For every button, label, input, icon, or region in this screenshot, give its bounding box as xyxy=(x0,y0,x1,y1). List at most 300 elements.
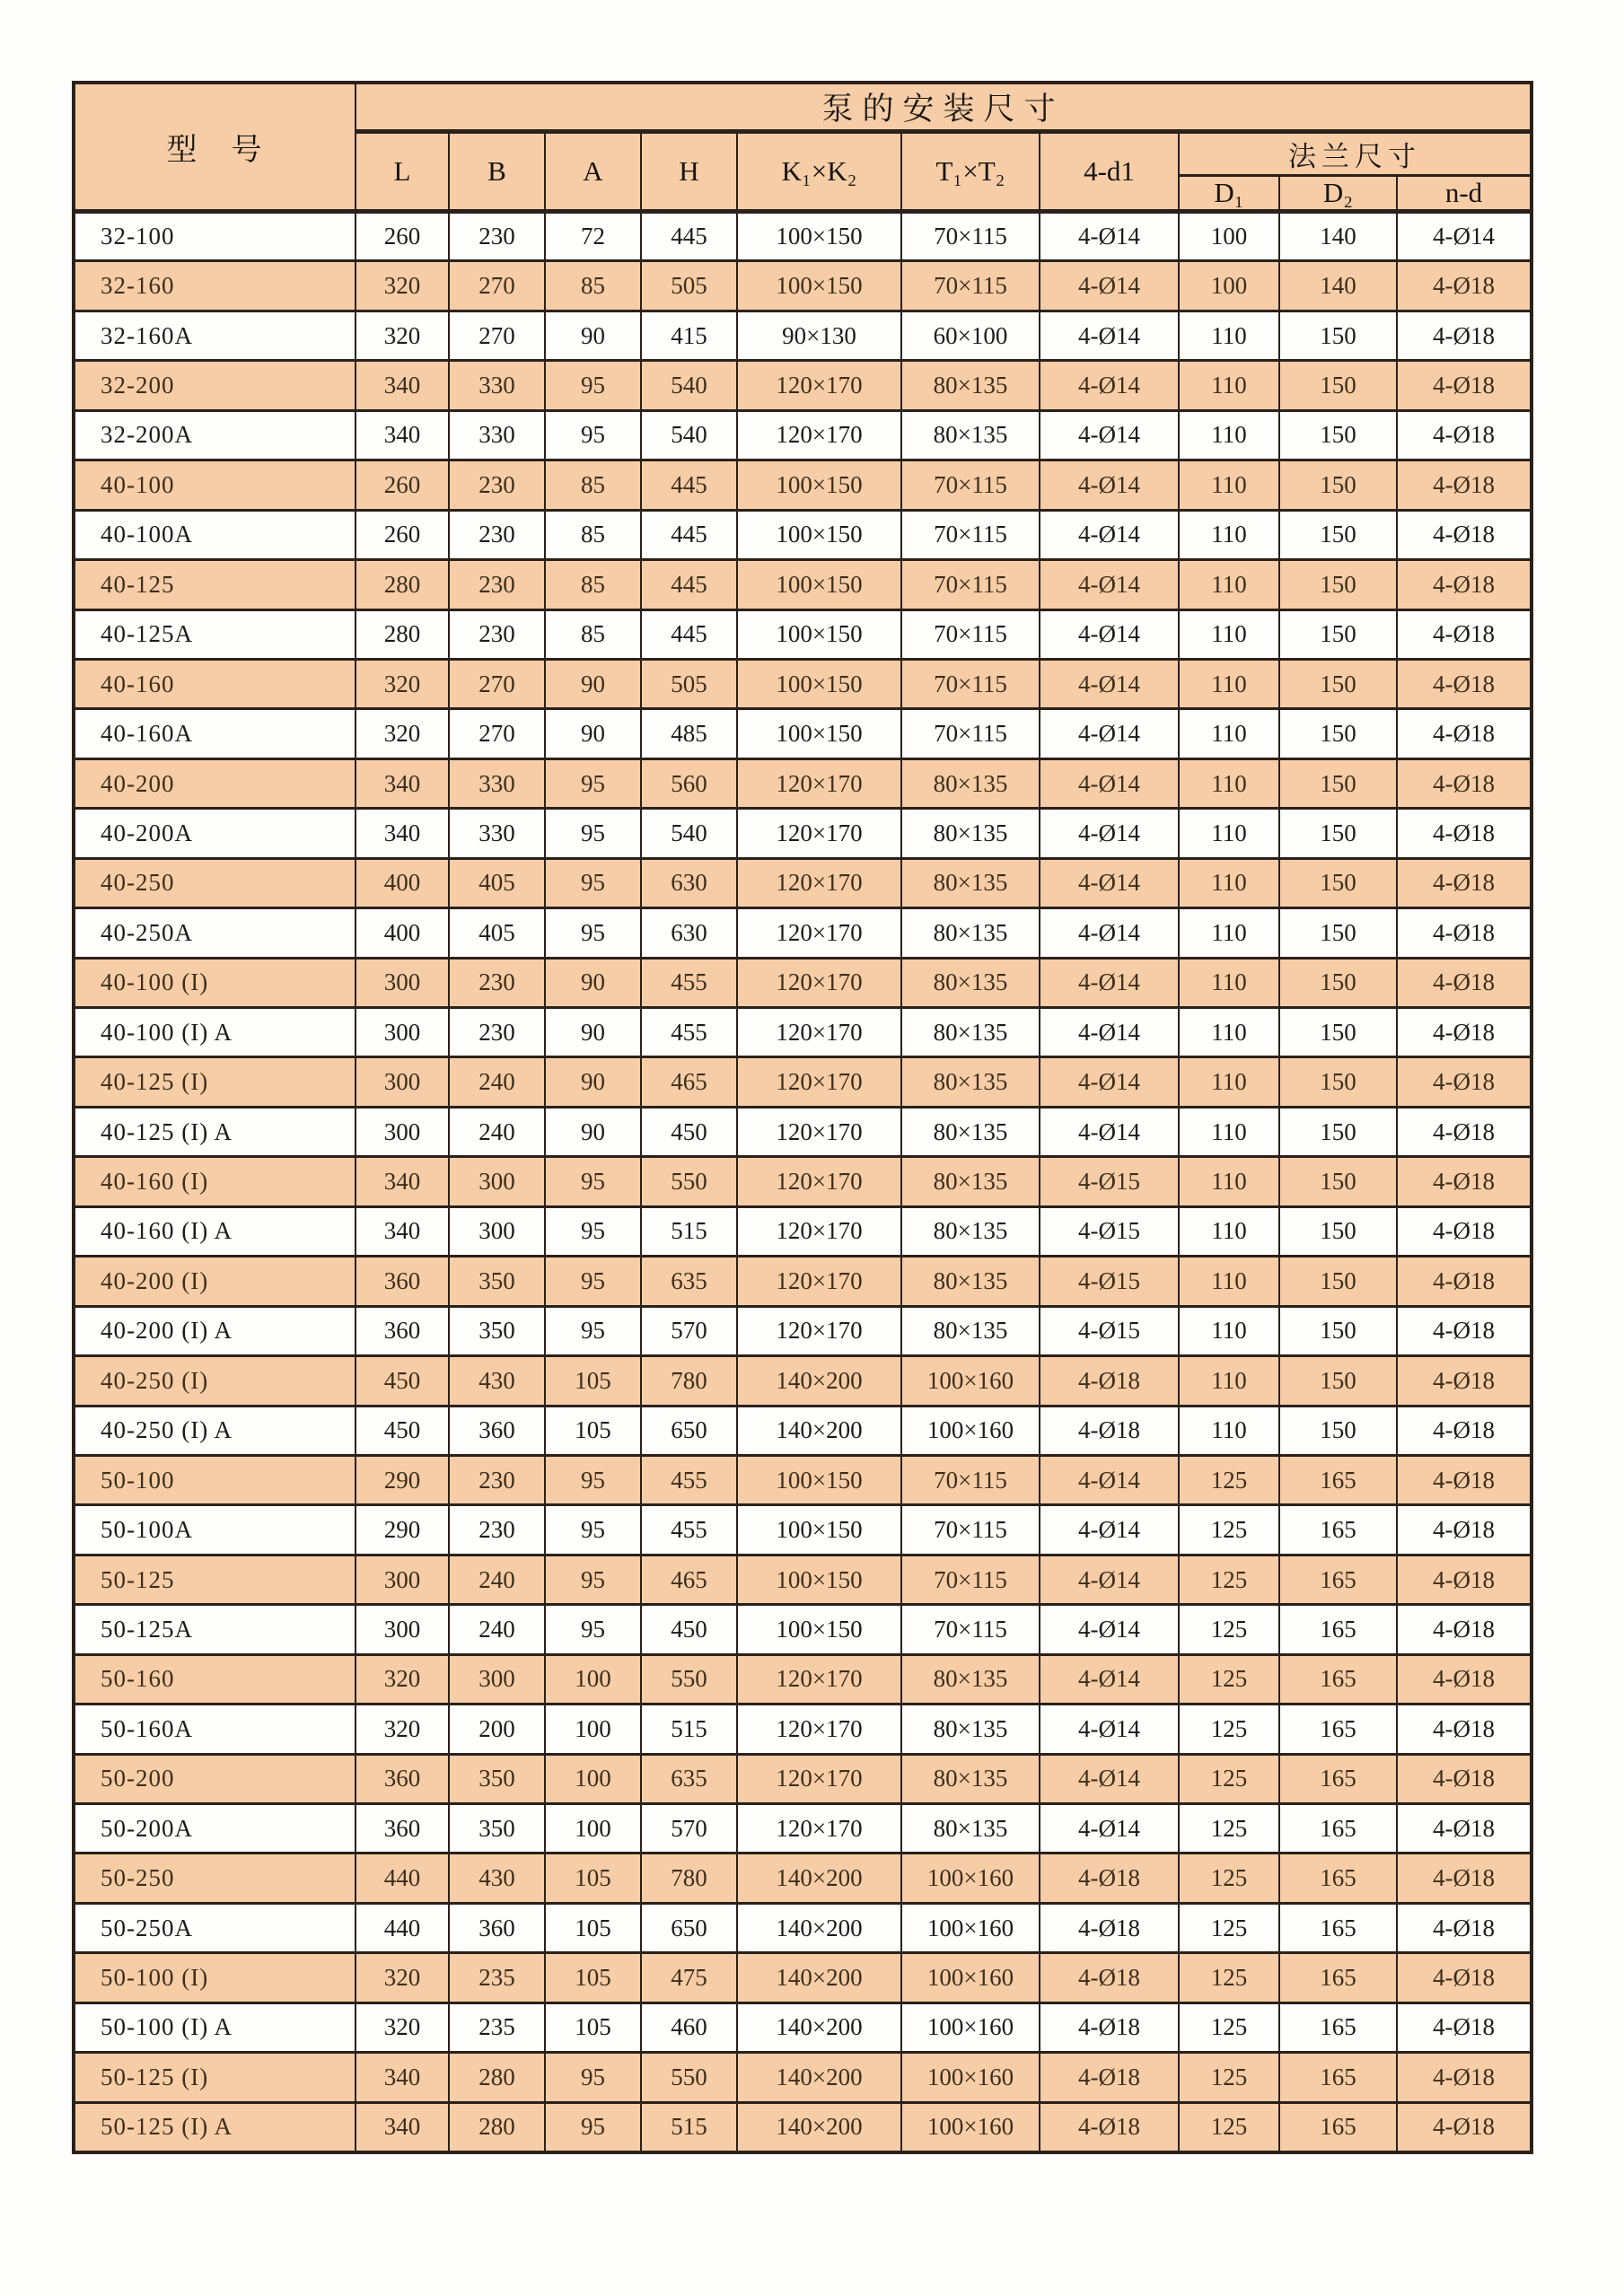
value-cell: 80×135 xyxy=(901,858,1040,907)
value-cell: 150 xyxy=(1279,510,1397,559)
value-cell: 100×160 xyxy=(901,1356,1040,1406)
value-cell: 70×115 xyxy=(901,659,1040,708)
value-cell: 90 xyxy=(545,1008,641,1057)
value-cell: 240 xyxy=(449,1555,545,1604)
value-cell: 100×150 xyxy=(737,560,901,609)
value-cell: 95 xyxy=(545,410,641,460)
value-cell: 4-Ø18 xyxy=(1397,2002,1532,2052)
header-flange-group: 法兰尺寸 xyxy=(1179,132,1532,176)
value-cell: 4-Ø18 xyxy=(1040,1356,1179,1406)
model-cell: 50-125 xyxy=(74,1555,356,1604)
model-cell: 40-100A xyxy=(74,510,356,559)
value-cell: 4-Ø14 xyxy=(1040,410,1179,460)
value-cell: 300 xyxy=(449,1157,545,1206)
value-cell: 450 xyxy=(356,1356,449,1406)
model-cell: 50-200A xyxy=(74,1804,356,1853)
value-cell: 455 xyxy=(641,1008,737,1057)
table-row xyxy=(74,361,1532,410)
value-cell: 4-Ø14 xyxy=(1040,958,1179,1007)
value-cell: 110 xyxy=(1179,709,1279,758)
model-cell: 40-125 (I) A xyxy=(74,1107,356,1156)
value-cell: 360 xyxy=(449,1903,545,1952)
value-cell: 515 xyxy=(641,2102,737,2152)
value-cell: 4-Ø14 xyxy=(1040,1555,1179,1604)
table-row xyxy=(74,1157,1532,1206)
value-cell: 4-Ø18 xyxy=(1397,1505,1532,1555)
value-cell: 320 xyxy=(356,311,449,360)
value-cell: 320 xyxy=(356,709,449,758)
value-cell: 95 xyxy=(545,2053,641,2102)
value-cell: 4-Ø18 xyxy=(1040,2102,1179,2152)
table-row xyxy=(74,2102,1532,2152)
value-cell: 110 xyxy=(1179,560,1279,609)
value-cell: 650 xyxy=(641,1406,737,1455)
value-cell: 550 xyxy=(641,2053,737,2102)
value-cell: 460 xyxy=(641,2002,737,2052)
table-row xyxy=(74,1605,1532,1654)
value-cell: 450 xyxy=(641,1107,737,1156)
value-cell: 90 xyxy=(545,709,641,758)
value-cell: 80×135 xyxy=(901,1257,1040,1306)
value-cell: 100×150 xyxy=(737,609,901,659)
value-cell: 4-Ø15 xyxy=(1040,1206,1179,1256)
value-cell: 125 xyxy=(1179,1605,1279,1654)
value-cell: 400 xyxy=(356,858,449,907)
value-cell: 340 xyxy=(356,758,449,808)
value-cell: 100 xyxy=(545,1804,641,1853)
value-cell: 4-Ø14 xyxy=(1040,311,1179,360)
value-cell: 4-Ø18 xyxy=(1040,1953,1179,2002)
table-row xyxy=(74,1057,1532,1107)
value-cell: 150 xyxy=(1279,1008,1397,1057)
table-row xyxy=(74,410,1532,460)
table-row xyxy=(74,908,1532,958)
value-cell: 455 xyxy=(641,1505,737,1555)
value-cell: 125 xyxy=(1179,1704,1279,1754)
model-cell: 40-125 xyxy=(74,560,356,609)
value-cell: 110 xyxy=(1179,1107,1279,1156)
value-cell: 230 xyxy=(449,560,545,609)
table-row xyxy=(74,460,1532,510)
value-cell: 70×115 xyxy=(901,1455,1040,1504)
model-cell: 50-125A xyxy=(74,1605,356,1654)
value-cell: 165 xyxy=(1279,1455,1397,1504)
value-cell: 440 xyxy=(356,1853,449,1903)
model-cell: 40-250 (I) A xyxy=(74,1406,356,1455)
value-cell: 4-Ø18 xyxy=(1397,908,1532,958)
value-cell: 4-Ø14 xyxy=(1040,510,1179,559)
model-cell: 32-160A xyxy=(74,311,356,360)
value-cell: 4-Ø18 xyxy=(1397,1853,1532,1903)
header-col-D1: D₁ xyxy=(1179,176,1279,212)
table-row xyxy=(74,212,1532,261)
value-cell: 4-Ø18 xyxy=(1397,1257,1532,1306)
model-cell: 40-160 (I) xyxy=(74,1157,356,1206)
value-cell: 550 xyxy=(641,1654,737,1704)
value-cell: 4-Ø14 xyxy=(1040,858,1179,907)
value-cell: 4-Ø14 xyxy=(1040,460,1179,510)
value-cell: 110 xyxy=(1179,1306,1279,1355)
value-cell: 165 xyxy=(1279,1555,1397,1604)
value-cell: 110 xyxy=(1179,1057,1279,1107)
value-cell: 340 xyxy=(356,2053,449,2102)
value-cell: 85 xyxy=(545,460,641,510)
value-cell: 140×200 xyxy=(737,1406,901,1455)
value-cell: 90 xyxy=(545,659,641,708)
value-cell: 340 xyxy=(356,361,449,410)
value-cell: 165 xyxy=(1279,1605,1397,1654)
value-cell: 340 xyxy=(356,2102,449,2152)
value-cell: 70×115 xyxy=(901,1605,1040,1654)
value-cell: 300 xyxy=(356,1107,449,1156)
value-cell: 235 xyxy=(449,1953,545,2002)
value-cell: 4-Ø14 xyxy=(1397,212,1532,261)
value-cell: 4-Ø18 xyxy=(1040,2053,1179,2102)
value-cell: 4-Ø18 xyxy=(1397,1953,1532,2002)
value-cell: 80×135 xyxy=(901,1306,1040,1355)
value-cell: 100×160 xyxy=(901,2102,1040,2152)
value-cell: 4-Ø14 xyxy=(1040,659,1179,708)
value-cell: 4-Ø18 xyxy=(1397,1057,1532,1107)
value-cell: 125 xyxy=(1179,1804,1279,1853)
value-cell: 4-Ø18 xyxy=(1397,460,1532,510)
value-cell: 150 xyxy=(1279,560,1397,609)
value-cell: 540 xyxy=(641,410,737,460)
value-cell: 445 xyxy=(641,212,737,261)
model-cell: 40-200 (I) xyxy=(74,1257,356,1306)
value-cell: 290 xyxy=(356,1505,449,1555)
header-install-group: 泵的安装尺寸 xyxy=(356,83,1532,132)
table-row xyxy=(74,1306,1532,1355)
model-cell: 32-200 xyxy=(74,361,356,410)
value-cell: 80×135 xyxy=(901,1107,1040,1156)
value-cell: 80×135 xyxy=(901,1206,1040,1256)
model-cell: 50-100 (I) A xyxy=(74,2002,356,2052)
value-cell: 300 xyxy=(356,1555,449,1604)
value-cell: 150 xyxy=(1279,1057,1397,1107)
value-cell: 85 xyxy=(545,609,641,659)
value-cell: 150 xyxy=(1279,1107,1397,1156)
value-cell: 140×200 xyxy=(737,2002,901,2052)
value-cell: 95 xyxy=(545,1257,641,1306)
value-cell: 280 xyxy=(449,2102,545,2152)
value-cell: 4-Ø18 xyxy=(1397,1704,1532,1754)
table-row xyxy=(74,2053,1532,2102)
value-cell: 230 xyxy=(449,510,545,559)
value-cell: 85 xyxy=(545,261,641,311)
value-cell: 505 xyxy=(641,261,737,311)
model-cell: 50-250 xyxy=(74,1853,356,1903)
value-cell: 150 xyxy=(1279,908,1397,958)
value-cell: 120×170 xyxy=(737,361,901,410)
value-cell: 100×160 xyxy=(901,1853,1040,1903)
model-cell: 40-250 xyxy=(74,858,356,907)
value-cell: 4-Ø18 xyxy=(1397,1306,1532,1355)
value-cell: 125 xyxy=(1179,1555,1279,1604)
value-cell: 230 xyxy=(449,460,545,510)
value-cell: 4-Ø18 xyxy=(1397,2053,1532,2102)
value-cell: 230 xyxy=(449,1505,545,1555)
value-cell: 80×135 xyxy=(901,1057,1040,1107)
value-cell: 140×200 xyxy=(737,1953,901,2002)
value-cell: 140×200 xyxy=(737,1853,901,1903)
value-cell: 140 xyxy=(1279,212,1397,261)
value-cell: 100×150 xyxy=(737,709,901,758)
header-col-D2: D₂ xyxy=(1279,176,1397,212)
value-cell: 90 xyxy=(545,1107,641,1156)
value-cell: 415 xyxy=(641,311,737,360)
value-cell: 4-Ø18 xyxy=(1397,858,1532,907)
header-col-H: H xyxy=(641,132,737,212)
value-cell: 165 xyxy=(1279,1804,1397,1853)
value-cell: 330 xyxy=(449,758,545,808)
model-cell: 40-160A xyxy=(74,709,356,758)
value-cell: 125 xyxy=(1179,2102,1279,2152)
value-cell: 110 xyxy=(1179,1206,1279,1256)
value-cell: 80×135 xyxy=(901,758,1040,808)
value-cell: 4-Ø18 xyxy=(1397,709,1532,758)
value-cell: 550 xyxy=(641,1157,737,1206)
value-cell: 270 xyxy=(449,709,545,758)
value-cell: 230 xyxy=(449,1455,545,1504)
value-cell: 105 xyxy=(545,2002,641,2052)
value-cell: 95 xyxy=(545,2102,641,2152)
value-cell: 120×170 xyxy=(737,858,901,907)
value-cell: 150 xyxy=(1279,410,1397,460)
value-cell: 270 xyxy=(449,659,545,708)
value-cell: 105 xyxy=(545,1406,641,1455)
value-cell: 80×135 xyxy=(901,1157,1040,1206)
value-cell: 70×115 xyxy=(901,1555,1040,1604)
value-cell: 4-Ø14 xyxy=(1040,758,1179,808)
value-cell: 120×170 xyxy=(737,809,901,858)
value-cell: 150 xyxy=(1279,1356,1397,1406)
value-cell: 110 xyxy=(1179,410,1279,460)
value-cell: 540 xyxy=(641,809,737,858)
value-cell: 70×115 xyxy=(901,460,1040,510)
value-cell: 80×135 xyxy=(901,908,1040,958)
value-cell: 400 xyxy=(356,908,449,958)
value-cell: 4-Ø14 xyxy=(1040,1107,1179,1156)
header-col-A: A xyxy=(545,132,641,212)
value-cell: 165 xyxy=(1279,1654,1397,1704)
value-cell: 4-Ø14 xyxy=(1040,361,1179,410)
model-cell: 40-160 (I) A xyxy=(74,1206,356,1256)
value-cell: 95 xyxy=(545,1555,641,1604)
value-cell: 4-Ø18 xyxy=(1397,958,1532,1007)
value-cell: 4-Ø18 xyxy=(1397,1654,1532,1704)
value-cell: 4-Ø14 xyxy=(1040,1455,1179,1504)
table-row xyxy=(74,1406,1532,1455)
value-cell: 4-Ø18 xyxy=(1397,1605,1532,1654)
model-cell: 40-250 (I) xyxy=(74,1356,356,1406)
value-cell: 95 xyxy=(545,809,641,858)
value-cell: 230 xyxy=(449,1008,545,1057)
model-cell: 40-100 (I) A xyxy=(74,1008,356,1057)
value-cell: 120×170 xyxy=(737,1654,901,1704)
value-cell: 70×115 xyxy=(901,510,1040,559)
value-cell: 300 xyxy=(356,958,449,1007)
value-cell: 120×170 xyxy=(737,1257,901,1306)
value-cell: 100×150 xyxy=(737,659,901,708)
table-row xyxy=(74,1754,1532,1803)
value-cell: 350 xyxy=(449,1804,545,1853)
value-cell: 100×150 xyxy=(737,1455,901,1504)
value-cell: 4-Ø18 xyxy=(1397,560,1532,609)
value-cell: 120×170 xyxy=(737,1107,901,1156)
value-cell: 120×170 xyxy=(737,1206,901,1256)
value-cell: 300 xyxy=(449,1206,545,1256)
value-cell: 450 xyxy=(641,1605,737,1654)
value-cell: 150 xyxy=(1279,809,1397,858)
table-row xyxy=(74,261,1532,311)
model-cell: 50-100 xyxy=(74,1455,356,1504)
value-cell: 445 xyxy=(641,560,737,609)
value-cell: 95 xyxy=(545,908,641,958)
value-cell: 340 xyxy=(356,1157,449,1206)
value-cell: 95 xyxy=(545,1306,641,1355)
table-row xyxy=(74,958,1532,1007)
model-cell: 32-200A xyxy=(74,410,356,460)
value-cell: 4-Ø14 xyxy=(1040,1057,1179,1107)
value-cell: 635 xyxy=(641,1257,737,1306)
value-cell: 100×150 xyxy=(737,1605,901,1654)
value-cell: 110 xyxy=(1179,311,1279,360)
value-cell: 120×170 xyxy=(737,410,901,460)
value-cell: 540 xyxy=(641,361,737,410)
value-cell: 320 xyxy=(356,1654,449,1704)
value-cell: 100 xyxy=(545,1754,641,1803)
value-cell: 4-Ø18 xyxy=(1397,659,1532,708)
value-cell: 455 xyxy=(641,958,737,1007)
value-cell: 125 xyxy=(1179,1903,1279,1952)
model-cell: 40-125 (I) xyxy=(74,1057,356,1107)
value-cell: 300 xyxy=(449,1654,545,1704)
value-cell: 350 xyxy=(449,1306,545,1355)
value-cell: 150 xyxy=(1279,1406,1397,1455)
value-cell: 4-Ø18 xyxy=(1397,2102,1532,2152)
value-cell: 80×135 xyxy=(901,1008,1040,1057)
value-cell: 300 xyxy=(356,1605,449,1654)
value-cell: 350 xyxy=(449,1257,545,1306)
value-cell: 4-Ø14 xyxy=(1040,1008,1179,1057)
value-cell: 100×160 xyxy=(901,2053,1040,2102)
table-row xyxy=(74,609,1532,659)
value-cell: 125 xyxy=(1179,1654,1279,1704)
value-cell: 100 xyxy=(545,1654,641,1704)
value-cell: 165 xyxy=(1279,1704,1397,1754)
table-row xyxy=(74,2002,1532,2052)
value-cell: 290 xyxy=(356,1455,449,1504)
model-cell: 50-160A xyxy=(74,1704,356,1754)
value-cell: 80×135 xyxy=(901,1754,1040,1803)
pump-dimensions-table xyxy=(72,81,1533,2154)
value-cell: 100 xyxy=(1179,212,1279,261)
value-cell: 100×150 xyxy=(737,1555,901,1604)
value-cell: 150 xyxy=(1279,311,1397,360)
value-cell: 240 xyxy=(449,1605,545,1654)
value-cell: 150 xyxy=(1279,1157,1397,1206)
model-cell: 40-160 xyxy=(74,659,356,708)
model-cell: 32-160 xyxy=(74,261,356,311)
model-cell: 50-200 xyxy=(74,1754,356,1803)
value-cell: 72 xyxy=(545,212,641,261)
value-cell: 4-Ø14 xyxy=(1040,908,1179,958)
value-cell: 4-Ø18 xyxy=(1397,1555,1532,1604)
table-row xyxy=(74,809,1532,858)
value-cell: 320 xyxy=(356,261,449,311)
value-cell: 95 xyxy=(545,1206,641,1256)
value-cell: 140×200 xyxy=(737,2102,901,2152)
value-cell: 120×170 xyxy=(737,958,901,1007)
value-cell: 70×115 xyxy=(901,1505,1040,1555)
value-cell: 120×170 xyxy=(737,1306,901,1355)
value-cell: 4-Ø18 xyxy=(1397,1008,1532,1057)
value-cell: 405 xyxy=(449,858,545,907)
value-cell: 4-Ø15 xyxy=(1040,1306,1179,1355)
value-cell: 150 xyxy=(1279,361,1397,410)
value-cell: 100×160 xyxy=(901,2002,1040,2052)
value-cell: 125 xyxy=(1179,1505,1279,1555)
value-cell: 85 xyxy=(545,510,641,559)
value-cell: 95 xyxy=(545,1157,641,1206)
value-cell: 340 xyxy=(356,410,449,460)
value-cell: 100×150 xyxy=(737,212,901,261)
value-cell: 280 xyxy=(356,609,449,659)
value-cell: 95 xyxy=(545,758,641,808)
value-cell: 630 xyxy=(641,908,737,958)
value-cell: 70×115 xyxy=(901,609,1040,659)
value-cell: 4-Ø18 xyxy=(1397,510,1532,559)
value-cell: 80×135 xyxy=(901,1804,1040,1853)
model-cell: 40-100 (I) xyxy=(74,958,356,1007)
value-cell: 4-Ø18 xyxy=(1397,410,1532,460)
value-cell: 140×200 xyxy=(737,1903,901,1952)
value-cell: 100×150 xyxy=(737,510,901,559)
value-cell: 110 xyxy=(1179,1406,1279,1455)
value-cell: 100×160 xyxy=(901,1953,1040,2002)
value-cell: 110 xyxy=(1179,510,1279,559)
header-model: 型 号 xyxy=(74,83,356,212)
value-cell: 440 xyxy=(356,1903,449,1952)
model-cell: 50-125 (I) xyxy=(74,2053,356,2102)
value-cell: 4-Ø18 xyxy=(1040,1903,1179,1952)
value-cell: 4-Ø18 xyxy=(1397,1157,1532,1206)
value-cell: 4-Ø18 xyxy=(1040,1406,1179,1455)
value-cell: 110 xyxy=(1179,908,1279,958)
value-cell: 100×160 xyxy=(901,1903,1040,1952)
value-cell: 95 xyxy=(545,1605,641,1654)
value-cell: 200 xyxy=(449,1704,545,1754)
model-cell: 40-250A xyxy=(74,908,356,958)
value-cell: 280 xyxy=(449,2053,545,2102)
value-cell: 475 xyxy=(641,1953,737,2002)
value-cell: 465 xyxy=(641,1555,737,1604)
header-col-L: L xyxy=(356,132,449,212)
model-cell: 40-100 xyxy=(74,460,356,510)
table-row xyxy=(74,1903,1532,1952)
value-cell: 105 xyxy=(545,1903,641,1952)
value-cell: 240 xyxy=(449,1107,545,1156)
value-cell: 330 xyxy=(449,410,545,460)
value-cell: 4-Ø14 xyxy=(1040,1654,1179,1704)
value-cell: 445 xyxy=(641,460,737,510)
value-cell: 320 xyxy=(356,1953,449,2002)
value-cell: 650 xyxy=(641,1903,737,1952)
value-cell: 4-Ø14 xyxy=(1040,809,1179,858)
value-cell: 80×135 xyxy=(901,809,1040,858)
value-cell: 280 xyxy=(356,560,449,609)
